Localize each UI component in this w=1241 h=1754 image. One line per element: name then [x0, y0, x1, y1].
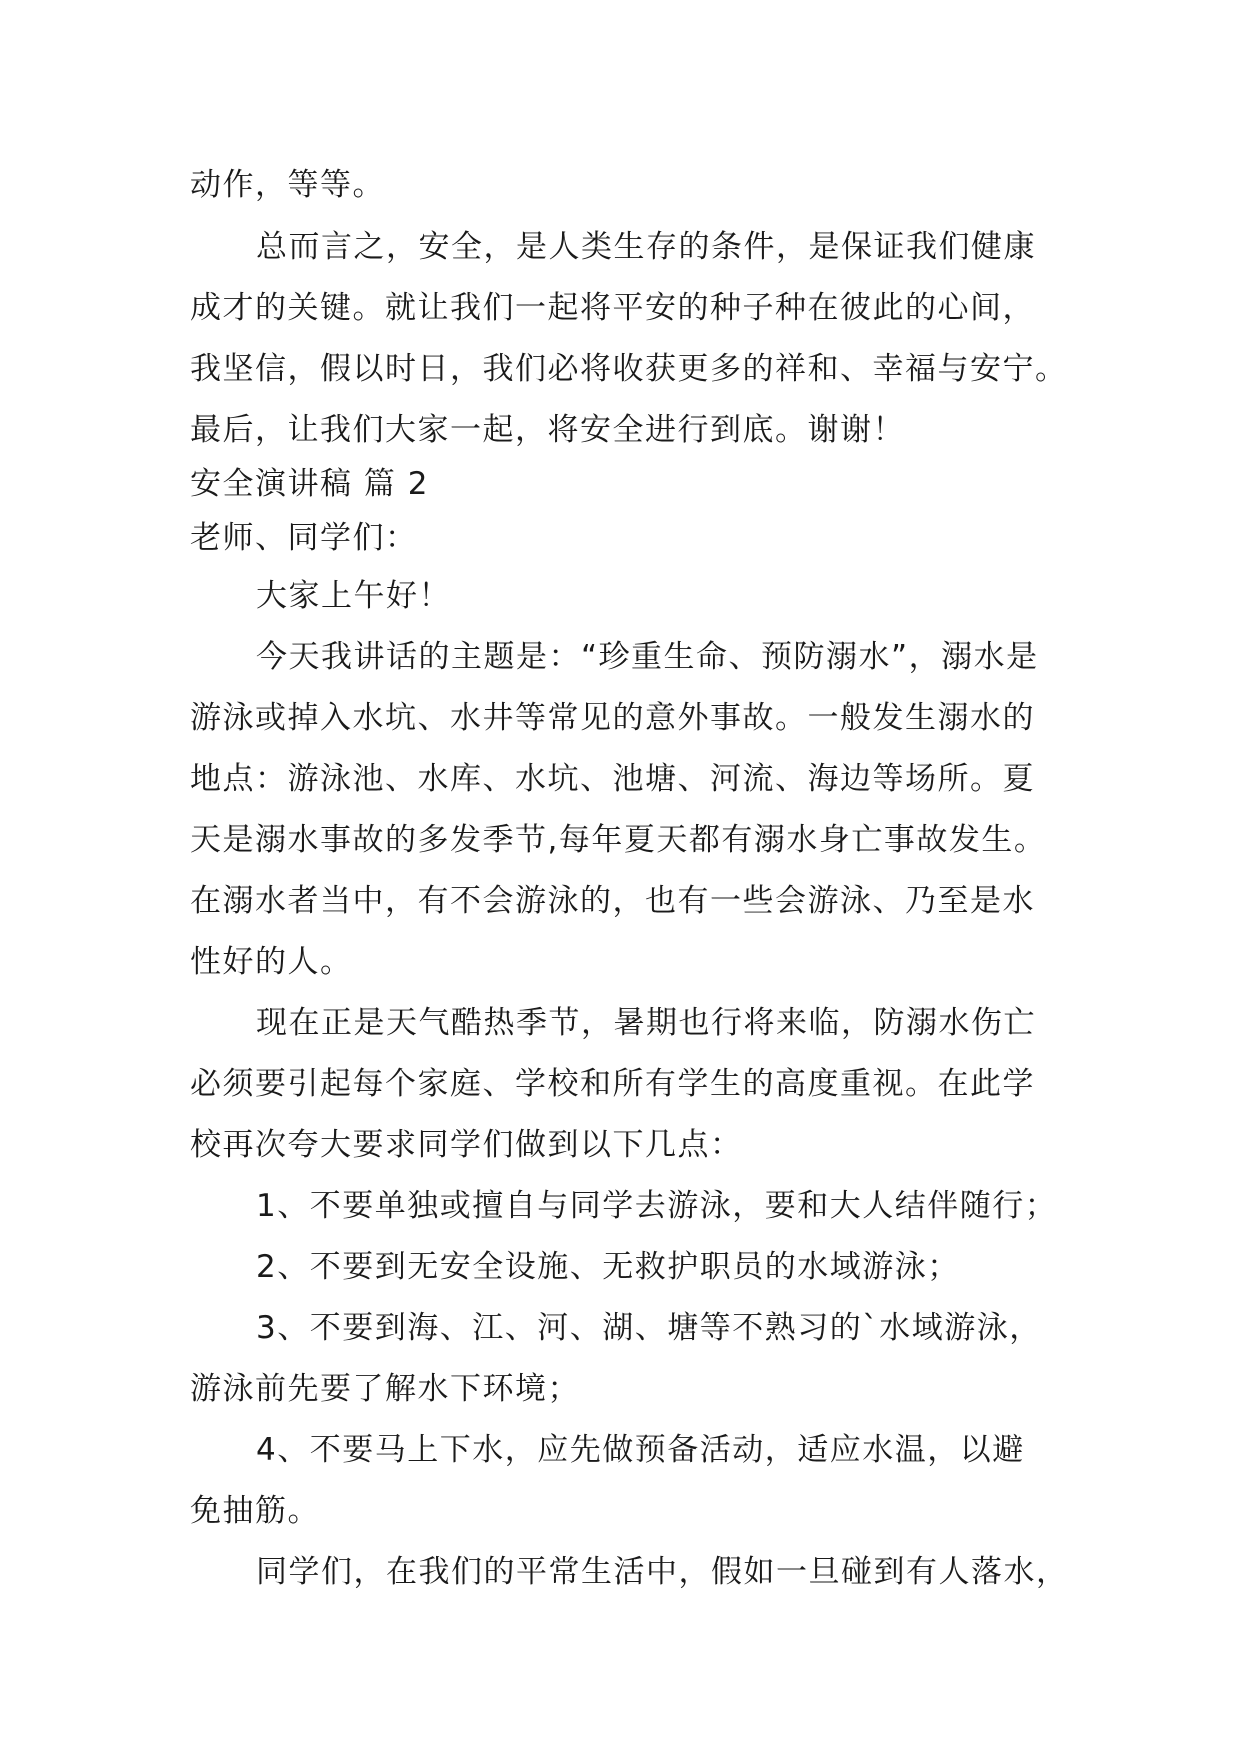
paragraph-line: 必须要引起每个家庭、学校和所有学生的高度重视。在此学	[190, 1066, 1035, 1102]
paragraph-line: 动作，等等。	[190, 167, 385, 203]
paragraph-line: 最后，让我们大家一起，将安全进行到底。谢谢！	[190, 412, 905, 448]
paragraph-line: 我坚信，假以时日，我们必将收获更多的祥和、幸福与安宁。	[190, 351, 1068, 387]
section-heading: 安全演讲稿 篇 2	[190, 466, 429, 502]
paragraph-line: 游泳前先要了解水下环境；	[190, 1371, 580, 1407]
list-item: 2、不要到无安全设施、无救护职员的水域游泳；	[256, 1249, 960, 1285]
paragraph-line: 总而言之，安全，是人类生存的条件，是保证我们健康	[256, 229, 1036, 265]
greeting: 大家上午好！	[256, 578, 451, 614]
paragraph-line: 同学们，在我们的平常生活中，假如一旦碰到有人落水，	[256, 1554, 1069, 1590]
salutation: 老师、同学们：	[190, 520, 418, 556]
paragraph-line: 校再次夸大要求同学们做到以下几点：	[190, 1127, 743, 1163]
list-item: 3、不要到海、江、河、湖、塘等不熟习的`水域游泳，	[256, 1310, 1042, 1346]
paragraph-line: 免抽筋。	[190, 1493, 320, 1529]
list-item: 4、不要马上下水，应先做预备活动，适应水温，以避	[256, 1432, 1025, 1468]
paragraph-line: 天是溺水事故的多发季节,每年夏天都有溺水身亡事故发生。	[190, 822, 1047, 858]
paragraph-line: 现在正是天气酷热季节，暑期也行将来临，防溺水伤亡	[256, 1005, 1036, 1041]
paragraph-line: 游泳或掉入水坑、水井等常见的意外事故。一般发生溺水的	[190, 700, 1035, 736]
paragraph-line: 今天我讲话的主题是：“珍重生命、预防溺水”，溺水是	[256, 639, 1039, 675]
paragraph-line: 在溺水者当中，有不会游泳的，也有一些会游泳、乃至是水	[190, 883, 1035, 919]
list-item: 1、不要单独或擅自与同学去游泳，要和大人结伴随行；	[256, 1188, 1058, 1224]
paragraph-line: 地点：游泳池、水库、水坑、池塘、河流、海边等场所。夏	[190, 761, 1035, 797]
paragraph-line: 性好的人。	[190, 944, 353, 980]
paragraph-line: 成才的关键。就让我们一起将平安的种子种在彼此的心间，	[190, 290, 1035, 326]
